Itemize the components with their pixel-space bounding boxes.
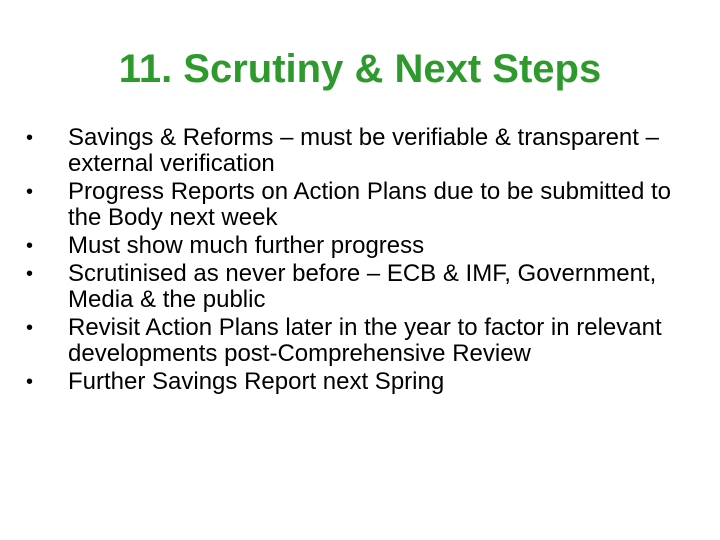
bullet-text: Revisit Action Plans later in the year to factor in relevant developments post-Comprehensive Review <box>68 314 662 367</box>
bullet-dot-icon: • <box>26 263 34 285</box>
bullet-text: Must show much further progress <box>68 232 425 259</box>
bullet-item <box>26 369 686 395</box>
bullet-item <box>26 261 686 313</box>
bullet-list <box>26 125 686 397</box>
bullet-text: Scrutinised as never before – ECB & IMF, Government, Media & the public <box>68 260 657 313</box>
bullet-item <box>26 125 686 177</box>
slide-title: 11. Scrutiny & Next Steps <box>118 47 602 91</box>
bullet-text: Progress Reports on Action Plans due to be submitted to the Body next week <box>68 178 672 231</box>
bullet-dot-icon: • <box>26 371 34 393</box>
bullet-item <box>26 179 686 231</box>
bullet-text: Further Savings Report next Spring <box>68 368 445 395</box>
bullet-dot-icon: • <box>26 181 34 203</box>
bullet-text: Savings & Reforms – must be verifiable & transparent – external verification <box>68 124 659 177</box>
bullet-dot-icon: • <box>26 235 34 257</box>
bullet-dot-icon: • <box>26 317 34 339</box>
bullet-dot-icon: • <box>26 127 34 149</box>
bullet-item <box>26 233 686 259</box>
bullet-item <box>26 315 686 367</box>
